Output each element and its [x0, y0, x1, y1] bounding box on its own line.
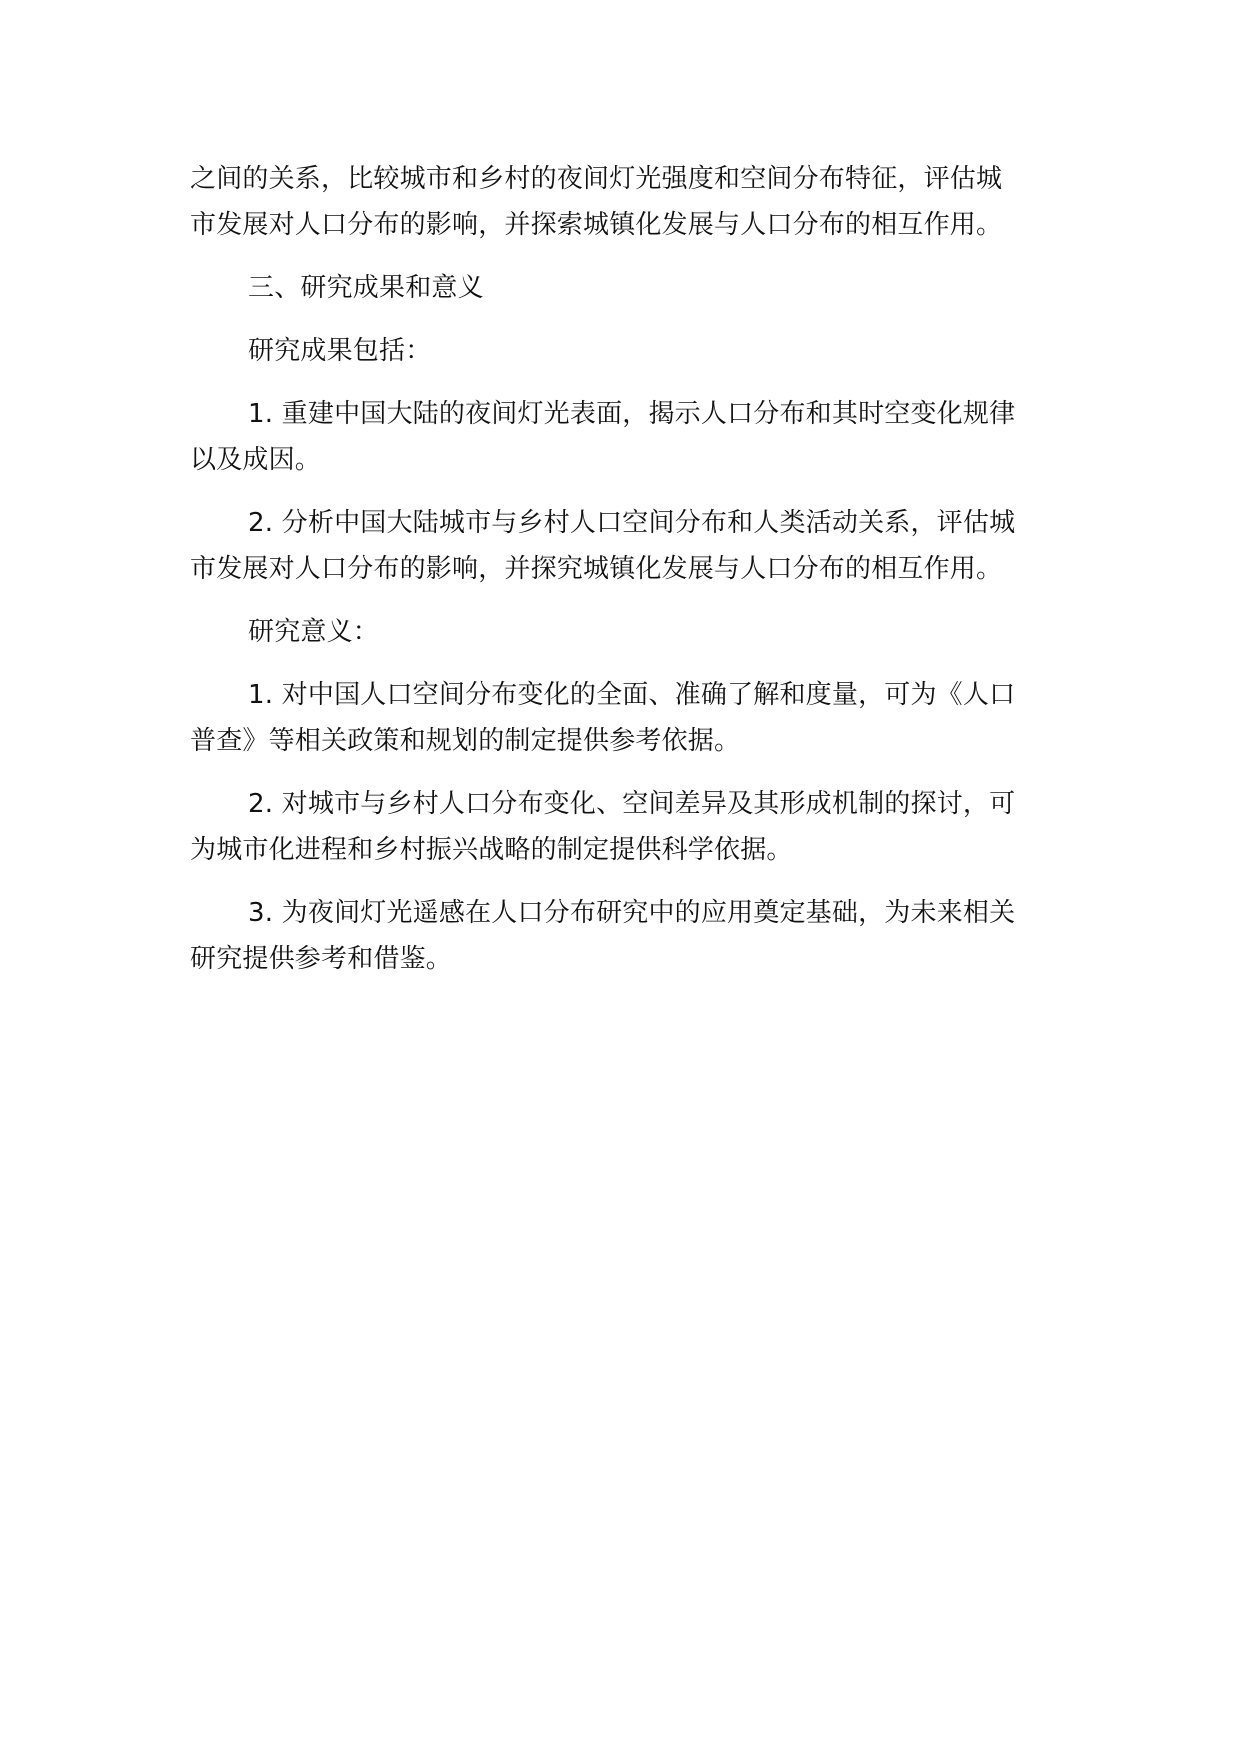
text-line: 2. 对城市与乡村人口分布变化、空间差异及其形成机制的探讨，可 [248, 789, 1016, 819]
text-line: 以及成因。 [190, 445, 322, 475]
results-item-1 [190, 391, 1050, 483]
text-line: 研究提供参考和借鉴。 [190, 944, 453, 974]
section-heading [190, 265, 1050, 311]
text-line: 市发展对人口分布的影响，并探究城镇化发展与人口分布的相互作用。 [190, 554, 1003, 584]
text-line: 研究意义： [248, 617, 380, 647]
text-line: 之间的关系，比较城市和乡村的夜间灯光强度和空间分布特征，评估城 [190, 164, 1003, 194]
text-line: 研究成果包括： [248, 336, 432, 366]
subheading-significance [190, 609, 1050, 655]
text-line: 1. 重建中国大陆的夜间灯光表面，揭示人口分布和其时空变化规律 [248, 399, 1016, 429]
paragraph-intro-continuation [190, 156, 1050, 248]
significance-item-2 [190, 781, 1050, 873]
text-line: 2. 分析中国大陆城市与乡村人口空间分布和人类活动关系，评估城 [248, 508, 1016, 538]
significance-item-3 [190, 890, 1050, 982]
document-page [190, 156, 1050, 999]
text-line: 三、研究成果和意义 [248, 273, 484, 303]
results-item-2 [190, 500, 1050, 592]
text-line: 1. 对中国人口空间分布变化的全面、准确了解和度量，可为《人口 [248, 680, 1016, 710]
text-line: 市发展对人口分布的影响，并探索城镇化发展与人口分布的相互作用。 [190, 210, 1003, 240]
text-line: 普查》等相关政策和规划的制定提供参考依据。 [190, 726, 741, 756]
subheading-results [190, 328, 1050, 374]
text-line: 为城市化进程和乡村振兴战略的制定提供科学依据。 [190, 835, 793, 865]
significance-item-1 [190, 672, 1050, 764]
text-line: 3. 为夜间灯光遥感在人口分布研究中的应用奠定基础，为未来相关 [248, 898, 1016, 928]
